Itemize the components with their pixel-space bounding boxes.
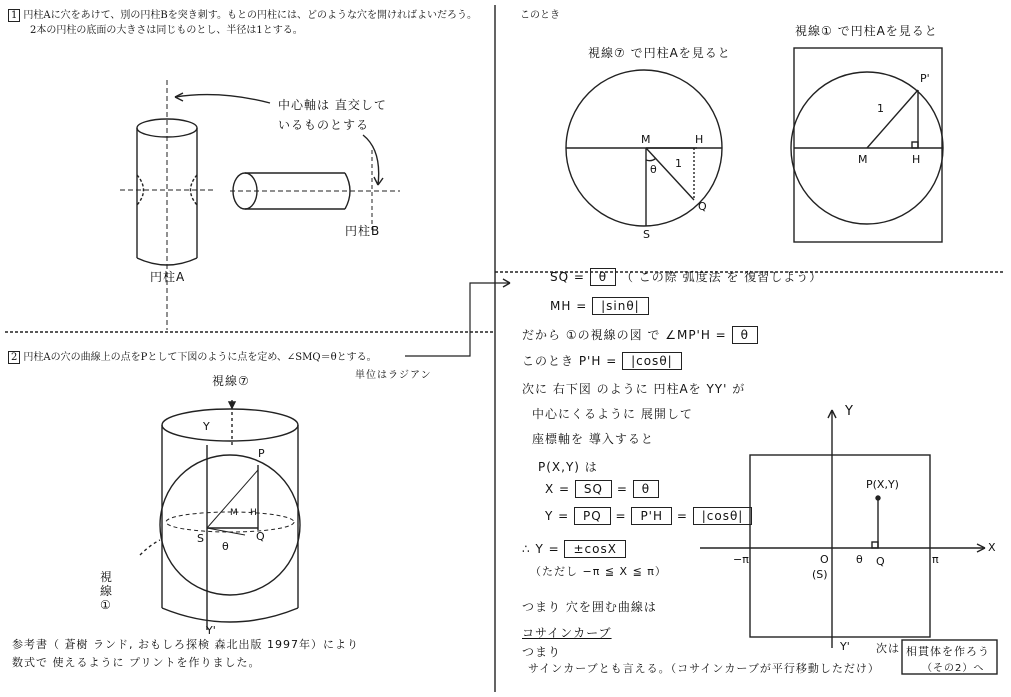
- q2-line: [8, 348, 377, 363]
- label-cylinder-a: 円柱A: [150, 270, 186, 284]
- eq-x-box1: SQ: [575, 480, 612, 498]
- eq-y-eq: =: [615, 509, 627, 523]
- next-box-line2: （その2）へ: [922, 663, 985, 674]
- eq-konotoki-text: このとき P'H =: [522, 354, 618, 368]
- eq-result-pre: ∴ Y =: [522, 542, 560, 556]
- eq-y-lhs: Y =: [545, 509, 570, 523]
- graph-y-prime: Y': [840, 640, 850, 653]
- label-m: M: [230, 508, 238, 518]
- c1-one: 1: [675, 157, 682, 170]
- eq-y: [545, 507, 752, 525]
- eq-mh: [550, 297, 649, 315]
- label-theta: θ: [222, 540, 229, 553]
- tsumari-line2: つまり: [522, 645, 562, 659]
- cosine-curve: コサインカーブ: [522, 626, 612, 640]
- eq-dakara-text: だから ①の視線の図 で ∠MP'H =: [522, 328, 727, 342]
- next-box-line1: 相貫体を作ろう: [906, 645, 990, 658]
- q1-note-line2: いるものとする: [278, 118, 370, 132]
- next-line2: 中心にくるように 展開して: [532, 407, 693, 421]
- eq-sq-lhs: SQ =: [550, 270, 585, 284]
- coordinate-graph: [700, 410, 985, 648]
- label-y: Y: [203, 420, 210, 433]
- eq-x: [545, 480, 659, 498]
- reference-line1: 参考書（ 蒼樹 ランド, おもしろ探検 森北出版 1997年）により: [12, 638, 359, 651]
- eq-result: [522, 540, 626, 558]
- c2-one: 1: [877, 102, 884, 115]
- eq-y-eq2: =: [676, 509, 688, 523]
- c2-h: H: [912, 153, 921, 166]
- view7-label: 視線⑦: [212, 374, 250, 388]
- sine-line: サインカーブとも言える。（コサインカーブが平行移動しただけ）: [528, 662, 880, 675]
- c1-s: S: [643, 228, 650, 241]
- label-p: P: [258, 447, 265, 460]
- eq-y-box3: |cosθ|: [693, 507, 753, 525]
- next-line1: 次に 右下図 のように 円柱Aを YY' が: [522, 382, 746, 396]
- intro-text: このとき: [520, 10, 560, 21]
- eq-dakara: [522, 326, 758, 344]
- note-arrow-down: [363, 135, 379, 185]
- graph-s: (S): [812, 568, 828, 581]
- eq-x-lhs: X =: [545, 482, 571, 496]
- cylinder-a: [120, 80, 215, 330]
- graph-p: P(X,Y): [866, 478, 899, 491]
- eq-konotoki: [522, 352, 682, 370]
- q1-number: 1: [8, 9, 20, 22]
- next-line3: 座標軸を 導入すると: [532, 432, 654, 446]
- graph-theta: θ: [856, 553, 863, 566]
- c2-m: M: [858, 153, 868, 166]
- next-label: 次は: [876, 642, 900, 655]
- eq-dakara-box: θ: [732, 326, 758, 344]
- graph-pi: π: [932, 553, 939, 566]
- eq-sq: [550, 268, 822, 286]
- eq-mh-lhs: MH =: [550, 299, 588, 313]
- eq-mh-box: |sinθ|: [592, 297, 649, 315]
- q2-number: 2: [8, 351, 20, 364]
- reference-line2: 数式で 使えるように プリントを作りました。: [12, 656, 261, 669]
- label-q: Q: [256, 530, 265, 543]
- eq-sq-box: θ: [590, 268, 616, 286]
- eq-sq-note: （ この際 弧度法 を 復習しよう）: [620, 270, 823, 284]
- unit-note: 単位はラジアン: [355, 370, 432, 381]
- q2-text: 円柱Aの穴の曲線上の点をPとして下図のように点を定め、∠SMQ＝θとする。: [23, 352, 377, 363]
- view7-title: 視線⑦ で円柱Aを見ると: [588, 46, 731, 60]
- q1-line2: 2本の円柱の底面の大きさは同じものとし、半径は1とする。: [30, 25, 303, 36]
- q1-note-line1: 中心軸は 直交して: [278, 98, 387, 112]
- c1-theta: θ: [650, 163, 657, 176]
- view1-label: 視線①: [100, 570, 114, 612]
- label-s: S: [197, 532, 204, 545]
- label-y-prime: Y': [206, 624, 216, 637]
- graph-q: Q: [876, 555, 885, 568]
- c2-p: P': [920, 72, 930, 85]
- graph-y: Y: [845, 404, 853, 419]
- label-cylinder-b: 円柱B: [345, 224, 381, 238]
- result-condition: （ただし −π ≦ X ≦ π）: [530, 565, 667, 578]
- eq-y-box2: P'H: [631, 507, 672, 525]
- graph-origin: O: [820, 553, 829, 566]
- pxy-text: P(X,Y) は: [538, 460, 598, 474]
- graph-neg-pi: −π: [733, 553, 749, 566]
- link-arrow: [405, 283, 510, 356]
- eq-x-eq: =: [616, 482, 628, 496]
- q1-line1: [8, 6, 477, 21]
- label-h: H: [250, 508, 257, 518]
- cylinder-diagram-q2: [140, 400, 300, 630]
- c1-q: Q: [698, 200, 707, 213]
- eq-result-box: ±cosX: [564, 540, 625, 558]
- eq-konotoki-box: |cosθ|: [622, 352, 682, 370]
- c1-h: H: [695, 133, 704, 146]
- eq-x-box2: θ: [633, 480, 659, 498]
- note-arrow-left: [175, 95, 270, 103]
- q1-text: 円柱Aに穴をあけて、別の円柱Bを突き刺す。もとの円柱には、どのような穴を開ければよいだろう。: [23, 10, 477, 21]
- tsumari-line1: つまり 穴を囲む曲線は: [522, 600, 657, 614]
- c1-m: M: [641, 133, 651, 146]
- graph-x: X: [988, 541, 996, 554]
- view1-title: 視線① で円柱Aを見ると: [795, 24, 938, 38]
- cylinder-b: [230, 150, 400, 230]
- eq-y-box1: PQ: [574, 507, 611, 525]
